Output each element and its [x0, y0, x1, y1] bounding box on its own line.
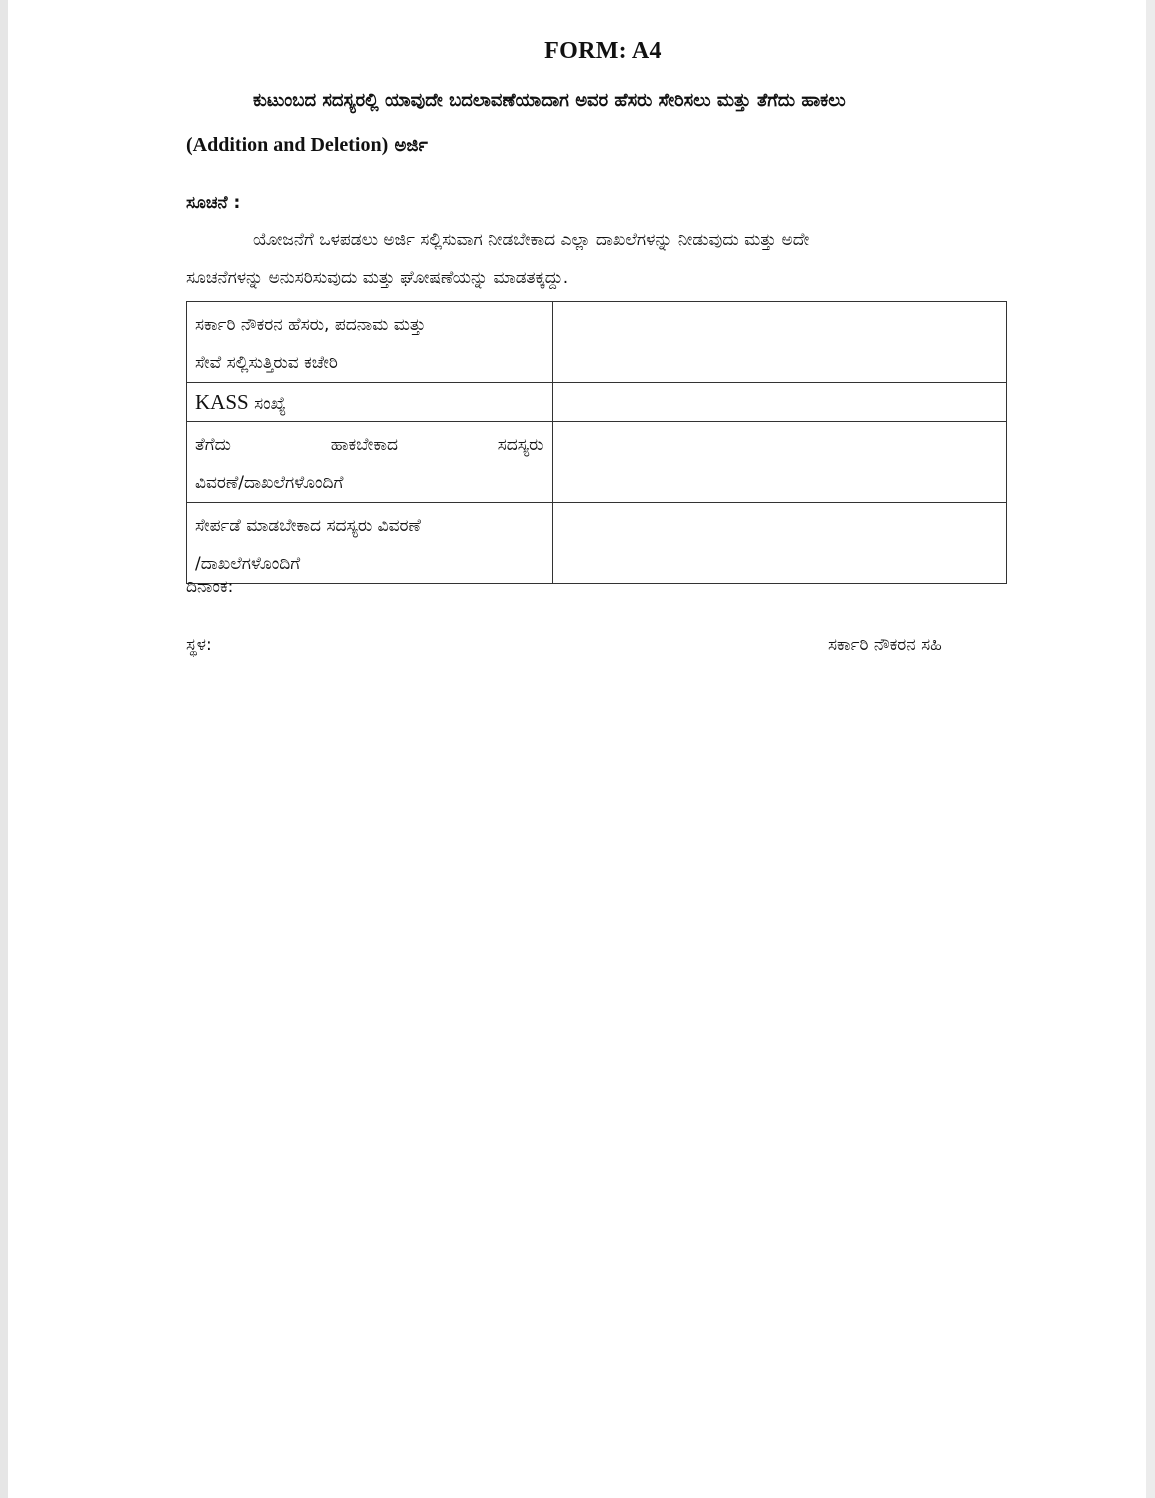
employee-name-office-label	[187, 302, 553, 383]
label-line: ಸೇರ್ಪಡೆ ಮಾಡಬೇಕಾದ ಸದಸ್ಯರು ವಿವರಣೆ	[195, 516, 421, 536]
signature-label: ಸರ್ಕಾರಿ ನೌಕರನ ಸಹಿ	[828, 635, 942, 655]
document-page	[8, 0, 1146, 1498]
members-to-add-label	[187, 503, 553, 584]
place-label: ಸ್ಥಳ:	[186, 635, 212, 655]
form-heading-line2	[186, 134, 428, 157]
kass-label-english: KASS	[195, 390, 249, 414]
label-word: ಹಾಕಬೇಕಾದ	[330, 435, 398, 455]
viewer-left-margin	[0, 0, 8, 1498]
viewer-right-margin	[1146, 0, 1155, 1498]
table-row	[187, 383, 1007, 422]
kass-number-label	[187, 383, 553, 422]
members-to-add-field[interactable]	[552, 503, 1007, 584]
kass-number-field[interactable]	[552, 383, 1007, 422]
members-to-delete-label	[187, 422, 553, 503]
label-word: ತೆಗೆದು	[195, 435, 231, 455]
label-line: ಸೇವೆ ಸಲ್ಲಿಸುತ್ತಿರುವ ಕಚೇರಿ	[195, 353, 338, 373]
label-line: ವಿವರಣೆ/ದಾಖಲೆಗಳೊಂದಿಗೆ	[195, 473, 344, 493]
employee-name-office-field[interactable]	[552, 302, 1007, 383]
table-row	[187, 503, 1007, 584]
members-to-delete-field[interactable]	[552, 422, 1007, 503]
kass-label-kannada: ಸಂಖ್ಯೆ	[254, 394, 287, 414]
details-table	[186, 301, 1007, 584]
note-text-line1: ಯೋಜನೆಗೆ ಒಳಪಡಲು ಅರ್ಜಿ ಸಲ್ಲಿಸುವಾಗ ನೀಡಬೇಕಾದ ಎಲ್ಲಾ ದಾಖಲೆಗಳನ್ನು ನೀಡುವುದು ಮತ್ತು ಅದೇ	[253, 230, 810, 250]
table-row	[187, 422, 1007, 503]
label-line: ಸರ್ಕಾರಿ ನೌಕರನ ಹೆಸರು, ಪದನಾಮ ಮತ್ತು	[195, 315, 426, 335]
label-line: /ದಾಖಲೆಗಳೊಂದಿಗೆ	[195, 554, 301, 574]
note-label: ಸೂಚನೆ :	[186, 193, 241, 213]
label-word: ಸದಸ್ಯರು	[497, 435, 544, 455]
date-label: ದಿನಾಂಕ:	[186, 577, 234, 597]
form-title: FORM: A4	[544, 38, 662, 64]
label-line	[195, 426, 544, 464]
form-heading-english: (Addition and Deletion)	[186, 134, 389, 156]
form-heading-line1: ಕುಟುಂಬದ ಸದಸ್ಯರಲ್ಲಿ ಯಾವುದೇ ಬದಲಾವಣೆಯಾದಾಗ ಅವರ ಹೆಸರು ಸೇರಿಸಲು ಮತ್ತು ತೆಗೆದು ಹಾಕಲು	[253, 90, 846, 111]
note-text-line2: ಸೂಚನೆಗಳನ್ನು ಅನುಸರಿಸುವುದು ಮತ್ತು ಘೋಷಣೆಯನ್ನು ಮಾಡತಕ್ಕದ್ದು.	[186, 268, 569, 288]
form-heading-kannada: ಅರ್ಜಿ	[394, 135, 428, 156]
table-row	[187, 302, 1007, 383]
